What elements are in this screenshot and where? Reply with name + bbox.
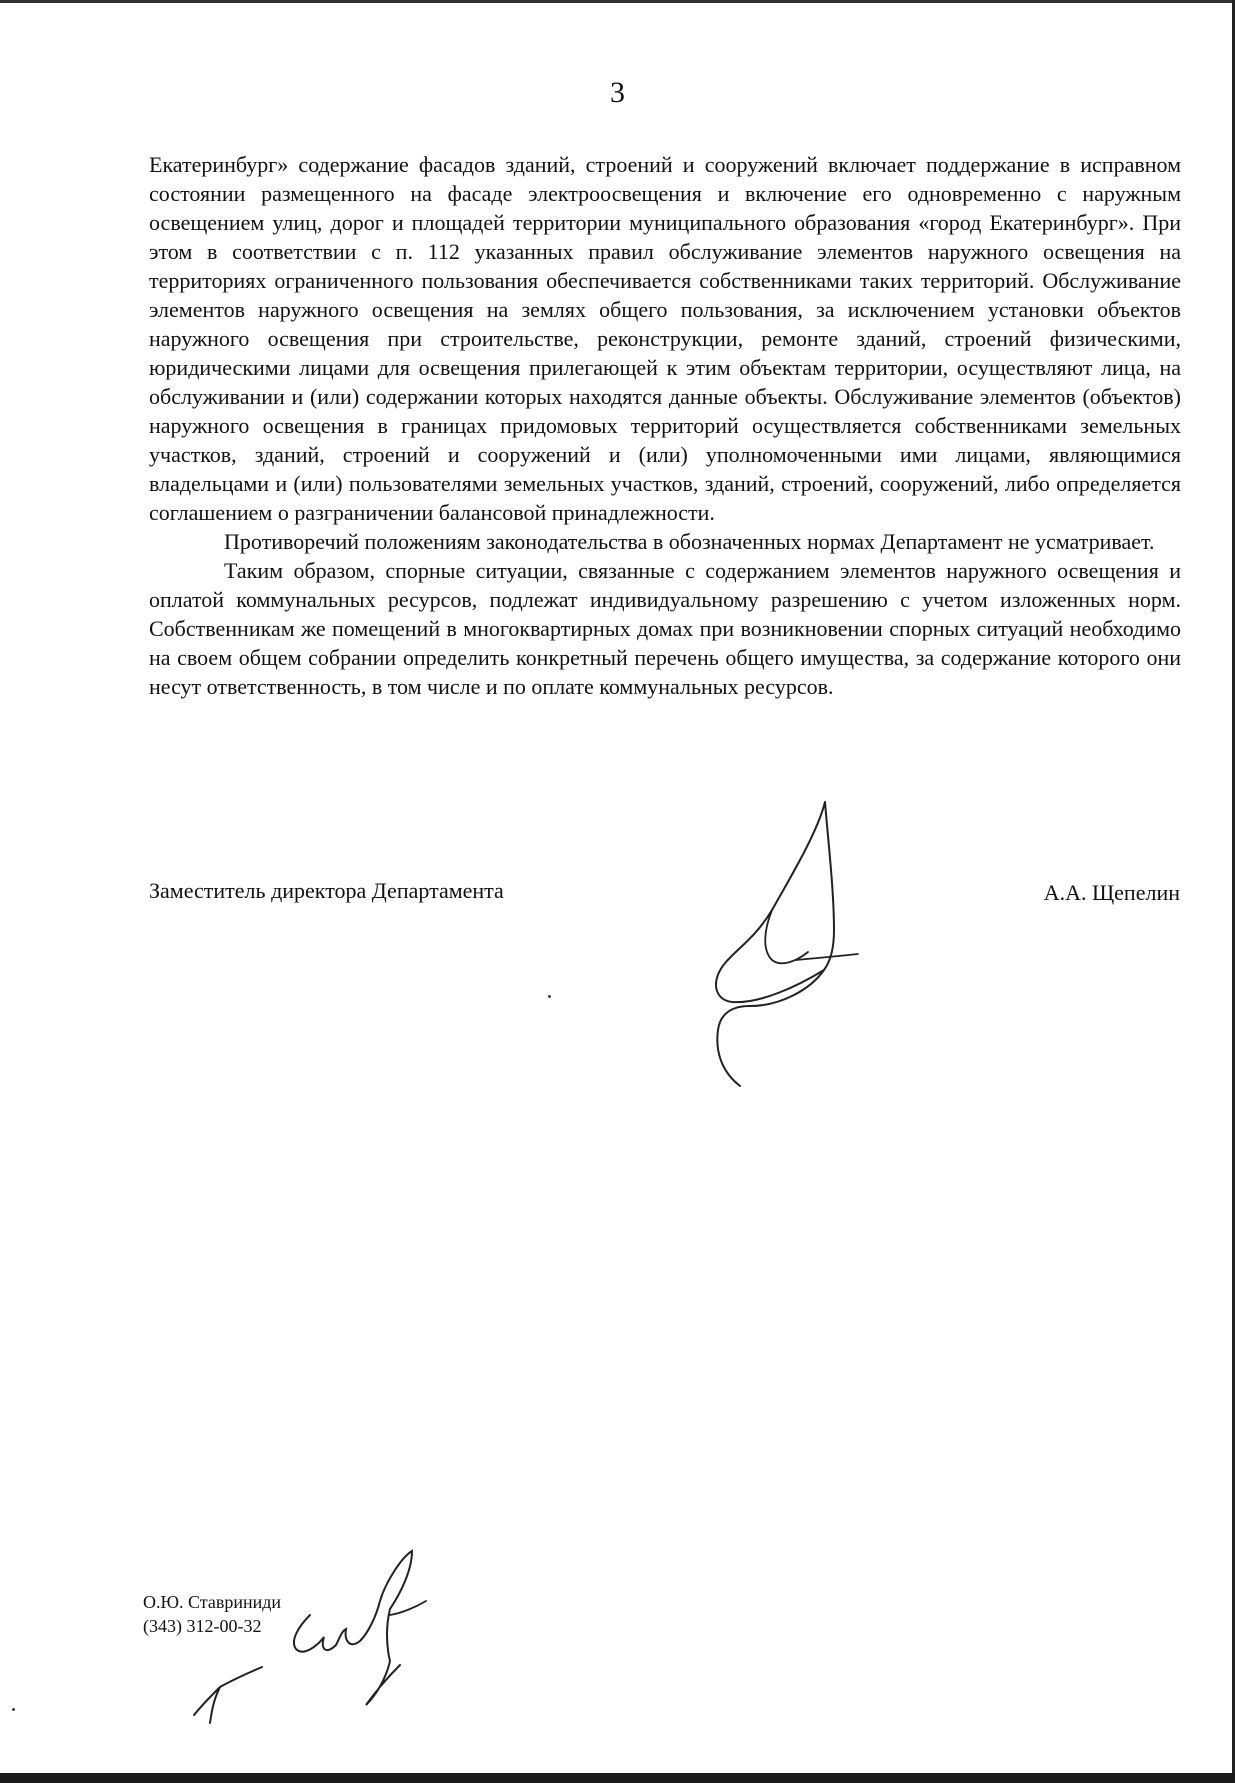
letter-body <box>149 150 1181 701</box>
contact-block <box>143 1590 281 1638</box>
scan-border-bottom <box>0 1773 1235 1783</box>
contact-name: О.Ю. Ставриниди <box>143 1592 282 1612</box>
paragraph-2: Противоречий положениям законодательства в обозначенных нормах Департамент не усматривает. <box>224 529 1155 554</box>
paragraph-3: Таким образом, спорные ситуации, связанные с содержанием элементов наружного освещения и оплатой коммунальных ресурсов, подлежат индивидуальному разрешению с учетом изложенных норм. Собственникам же помещений в многоквартирных домах при возникновении спорных ситуаций необходимо на своем общем собрании определить конкретный перечень общего имущества, за содержание которого они несут ответственность, в том числе и по оплате коммунальных ресурсов. <box>149 558 1181 699</box>
contact-phone: (343) 312-00-32 <box>143 1616 262 1636</box>
signer-title: Заместитель директора Департамента <box>149 878 504 903</box>
handwritten-signature-main <box>700 790 870 1090</box>
page-number: 3 <box>610 76 625 109</box>
scan-border-top <box>0 0 1235 3</box>
paragraph-1: Екатеринбург» содержание фасадов зданий, строений и сооружений включает поддержание в исправном состоянии размещенного на фасаде электроосвещения и включение его одновременно с наружным освещением улиц, дорог и площадей территории муниципального образования «город Екатеринбург». При этом в соответствии с п. 112 указанных правил обслуживание элементов наружного освещения на территориях ограниченного пользования обеспечивается собственниками таких территорий. Обслуживание элементов наружного освещения на землях общего пользования, за исключением установки объектов наружного освещения при строительстве, реконструкции, ремонте зданий, строений физическими, юридическими лицами для освещения прилегающей к этим объектам территории, осуществляют лица, на обслуживании и (или) содержании которых находятся данные объекты. Обслуживание элементов (объектов) наружного освещения в границах придомовых территорий осуществляется собственниками земельных участков, зданий, строений и сооружений и (или) уполномоченными ими лицами, являющимися владельцами и (или) пользователями земельных участков, зданий, строений, сооружений, либо определяется соглашением о разграничении балансовой принадлежности. <box>149 152 1181 525</box>
signer-name: А.А. Щепелин <box>1043 880 1180 905</box>
scan-speck <box>12 1708 15 1711</box>
scan-speck <box>548 995 551 998</box>
